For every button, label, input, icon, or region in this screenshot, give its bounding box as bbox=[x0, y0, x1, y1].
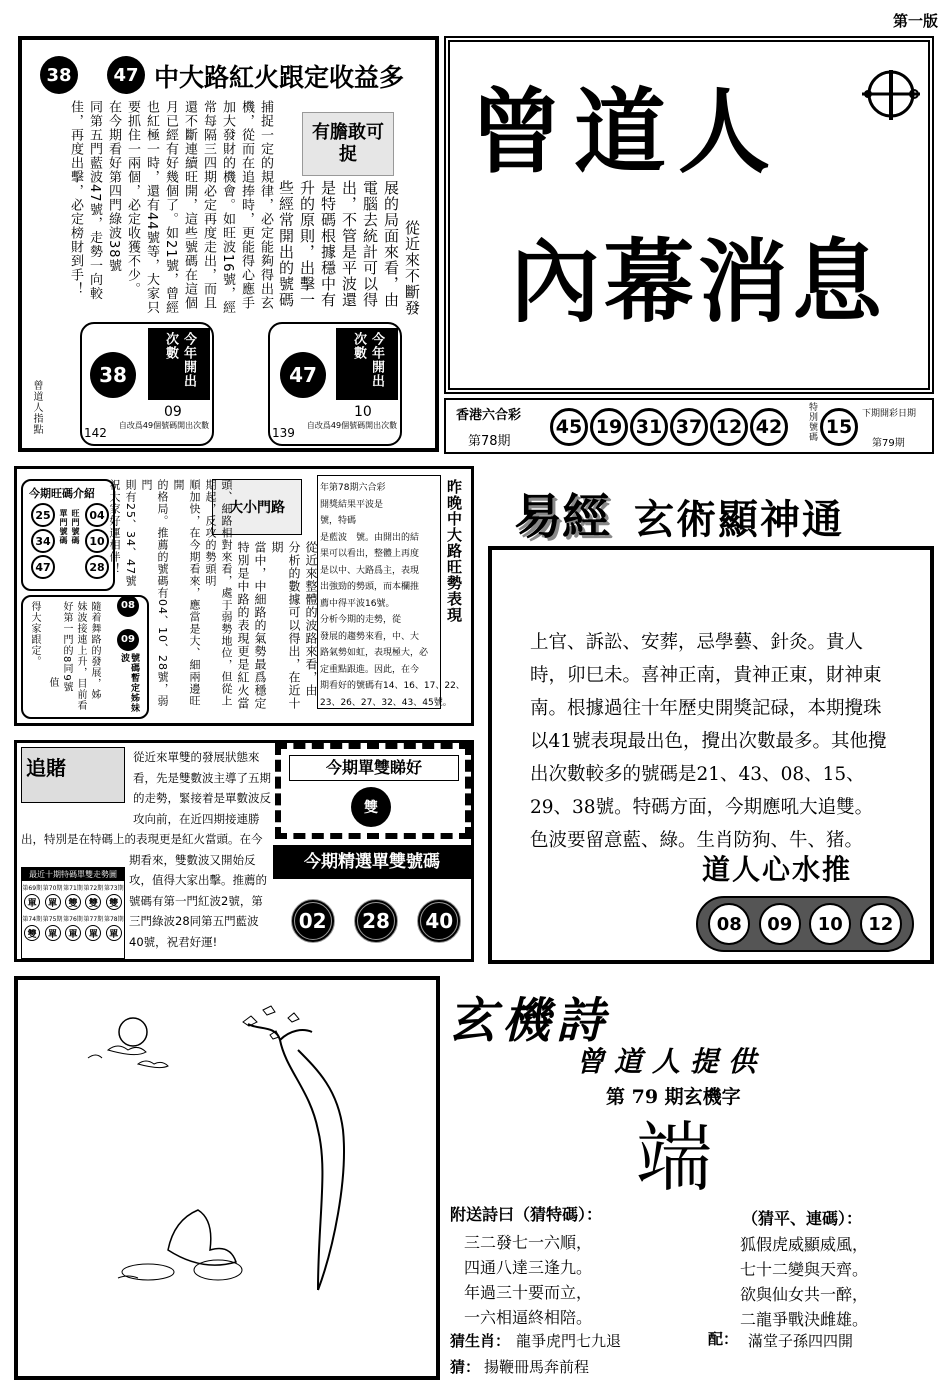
article-title: 中大路紅火跟定收益多 bbox=[154, 63, 405, 92]
stat-ball-47: 47 bbox=[280, 352, 326, 398]
trend-val: 單 bbox=[85, 925, 101, 941]
report-title: 昨晚中大路旺勢表現 bbox=[445, 479, 463, 623]
result-ball: 12 bbox=[710, 408, 748, 446]
good-ball: 雙 bbox=[351, 787, 391, 827]
intro-ball: 34 bbox=[31, 529, 55, 553]
yijing-balls bbox=[696, 896, 914, 952]
report-line: 發展的趨勢來看，中、大 bbox=[320, 631, 420, 642]
title-ball-47: 47 bbox=[107, 56, 145, 94]
col-16: 同第五門藍波47號，走勢一向較 bbox=[87, 100, 102, 301]
col-5: 升的原則，出擊一 bbox=[298, 180, 316, 308]
intro-ball: 28 bbox=[85, 555, 109, 579]
stat-total-47: 139 bbox=[272, 426, 295, 440]
poem-left-head: 附送詩曰（猜特碼）： bbox=[450, 1205, 603, 1224]
trend-box bbox=[21, 867, 125, 959]
yijing-ball: 08 bbox=[708, 903, 750, 945]
good-box bbox=[275, 743, 471, 839]
mid-left-article bbox=[14, 466, 474, 726]
yijing-box bbox=[488, 546, 934, 964]
yijing-body: 上官、訴訟、安葬，忌學藝、針灸。貴人時，卯巳未。喜神正南，貴神正東，財神東南。根據過往十年歷史開獎記碌，本期攪珠以41號表現最出色，攪出次數最多。其他攪出次數較多的號碼是21、43、08、15、29、38號。特碼方面，今期應吼大追雙。色波要留意藍、綠。生肖防狗、牛、猪。 bbox=[530, 632, 887, 851]
col-12: 月已經有好幾個了。如21號，曾經 bbox=[163, 100, 178, 315]
intro-ball: 47 bbox=[31, 555, 55, 579]
results-period: 第78期 bbox=[468, 434, 511, 449]
report-line: 是以中、大路爲主，表現 bbox=[320, 565, 420, 576]
stat-note-38: 自改爲49個號碼開出次數 bbox=[118, 421, 210, 430]
bet-float bbox=[21, 747, 133, 829]
trend-label: 第72期 bbox=[83, 885, 104, 892]
col-14: 要抓住一兩個，必定收獲不少。 bbox=[125, 100, 140, 296]
trend-label: 第74期 bbox=[22, 916, 43, 923]
poem-period: 第 79 期玄機字 bbox=[606, 1086, 741, 1108]
poem-provider: 曾道人提供 bbox=[576, 1045, 767, 1078]
special-label: 特別號碼 bbox=[807, 402, 817, 442]
intro-text-0: 得大家跟定。 bbox=[29, 601, 40, 667]
bet-badge: 追賭 bbox=[21, 747, 125, 803]
logo-icon bbox=[860, 66, 922, 122]
report-line: 出強勁的勢頭，而本欄推 bbox=[320, 582, 420, 592]
poem-left-line: 三二發七一六順， bbox=[464, 1233, 593, 1252]
trend-val: 雙 bbox=[106, 894, 122, 910]
stat-box-38 bbox=[80, 322, 214, 446]
trend-label: 第71期 bbox=[63, 885, 83, 892]
stat-count-47: 10 bbox=[354, 404, 372, 420]
bet-box bbox=[14, 740, 474, 962]
pick-title: 今期精選單雙號碼 bbox=[273, 845, 471, 879]
trend-val: 單 bbox=[106, 925, 122, 941]
trend-label: 第70期 bbox=[42, 885, 63, 892]
mid-col: 祝大家好運相伴！ bbox=[108, 479, 121, 575]
intro-ball: 25 bbox=[31, 503, 55, 527]
poem-right-line: 七十二變與天齊。 bbox=[740, 1260, 869, 1279]
ball-09: 09 bbox=[117, 629, 139, 651]
trend-label: 第69期 bbox=[22, 885, 43, 892]
trend-val: 單 bbox=[45, 925, 61, 941]
report-line: 薦中得平波16號。 bbox=[320, 598, 395, 609]
report-line: 是藍波 號。由開出的結 bbox=[320, 532, 420, 543]
mid-col: 當中，中細路的氣勢最爲穩定 bbox=[253, 541, 267, 710]
report-line: 開獎結果平波是 bbox=[320, 499, 384, 510]
result-ball: 45 bbox=[550, 408, 588, 446]
intro-box bbox=[21, 479, 115, 591]
mid-col: 分析的數據可以得出，在近十期 bbox=[270, 541, 301, 710]
col-6: 些經常開出的號碼 bbox=[277, 180, 295, 308]
trend-label: 第73期 bbox=[103, 885, 124, 892]
poem-right-lines bbox=[740, 1232, 868, 1332]
size-badge: 大小門路 bbox=[212, 479, 302, 535]
poem-title: 玄機詩 bbox=[448, 993, 611, 1049]
trend-val: 雙 bbox=[65, 894, 81, 910]
trend-label: 第78期 bbox=[103, 916, 124, 923]
banner-line2: 內幕消息 bbox=[510, 229, 886, 335]
result-ball: 31 bbox=[630, 408, 668, 446]
trend-val: 單 bbox=[24, 894, 40, 910]
report-line: 分析今期的走勢，從 bbox=[320, 615, 402, 625]
yijing-ball: 12 bbox=[860, 903, 902, 945]
stat-note-47: 自改爲49個號碼開出次數 bbox=[306, 421, 398, 430]
col-7: 捕捉一定的規律，必定能夠得出玄 bbox=[258, 100, 273, 310]
pick-ball: 40 bbox=[417, 899, 461, 943]
mid-col: 的格局。推薦的號碼有04、10、28號，弱門 bbox=[140, 479, 169, 707]
trend-val: 雙 bbox=[24, 925, 40, 941]
result-ball: 42 bbox=[750, 408, 788, 446]
col-4: 是特碼根據穩中有 bbox=[319, 180, 337, 308]
guess: 揚鞭冊馬奔前程 bbox=[484, 1358, 590, 1376]
intro-title: 今期旺碼介紹 bbox=[29, 487, 95, 500]
stat-count-38: 09 bbox=[164, 404, 182, 420]
shengxiao-label: 猜生肖： bbox=[450, 1332, 511, 1350]
mid-col: 則有25、34、47號 bbox=[124, 479, 137, 587]
results-numbers bbox=[550, 408, 788, 446]
poem-right-head: （猜平、連碼）： bbox=[742, 1209, 863, 1228]
special-ball: 15 bbox=[820, 408, 858, 446]
intro-tag2: 旺門號碼 bbox=[71, 509, 80, 545]
col-8: 機，從而在追捧時，更能得心應手 bbox=[239, 100, 254, 310]
stat-box-47 bbox=[268, 322, 402, 446]
stat-label-47: 今年開出次數 bbox=[336, 328, 398, 400]
poem-big-char: 端 bbox=[636, 1113, 712, 1202]
guess-label: 猜： bbox=[450, 1358, 481, 1376]
intro-text-2: 好第一門的8同9號 bbox=[61, 601, 72, 693]
poem-right-line: 二龍爭戰決雌雄。 bbox=[740, 1310, 869, 1329]
poem-right-line: 狐假虎威顯威風， bbox=[740, 1235, 869, 1254]
banner-line1: 曾道人 bbox=[470, 78, 783, 186]
top-left-article bbox=[18, 36, 439, 452]
yijing-ball: 09 bbox=[759, 903, 801, 945]
col-3: 出，不管是平波還 bbox=[340, 180, 358, 308]
poem-left-line: 年過三十要而立， bbox=[464, 1283, 593, 1302]
report-line: 23、26、27、32、43、45號。 bbox=[320, 697, 452, 708]
poem-image-box bbox=[14, 976, 440, 1380]
result-ball: 19 bbox=[590, 408, 628, 446]
report-line: 果可以看出，整體上再度 bbox=[320, 549, 420, 559]
pei: 滿堂子孫四四開 bbox=[748, 1332, 854, 1350]
bet-body: 從近來單雙的發展狀態來看，先是雙數波主導了五期的走勢，緊接着是單數波反攻向前，在近四期接連勝出，特別是在特碼上的表現更是紅火當頭。在今期看來，雙數波又開始反攻，值得大家出擊。推薦的號碼有第一門紅波2號，第三門綠波28同第五門藍波40號，祝君好運! bbox=[21, 750, 271, 949]
side-tag: 號碼暫定姊妹波 bbox=[119, 653, 139, 713]
trend-val: 單 bbox=[65, 925, 81, 941]
report-line: 定重點跟進。因此，在今 bbox=[320, 664, 420, 675]
yijing-title2: 玄術顯神通 bbox=[634, 497, 844, 543]
results-label: 香港六合彩 bbox=[456, 408, 522, 423]
report-line: 年第78期六合彩 bbox=[320, 483, 386, 493]
intro-ball: 10 bbox=[85, 529, 109, 553]
col-13: 也紅極一時，還有44號等，大家只 bbox=[144, 100, 159, 315]
trend-label: 第77期 bbox=[83, 916, 104, 923]
mid-col: 特別是中路的表現更是紅火當 bbox=[236, 541, 250, 710]
stat-ball-38: 38 bbox=[90, 352, 136, 398]
poem-left-line: 一六相逼終相陪。 bbox=[464, 1308, 593, 1327]
col-9: 加大發財的機會。如旺波16號，經 bbox=[220, 100, 235, 315]
col-1: 展的局面來看，由 bbox=[382, 180, 400, 308]
shengxiao: 龍爭虎門七九退 bbox=[516, 1332, 622, 1350]
intro-text-1: 值 bbox=[47, 677, 58, 688]
report-line: 號，特碼 bbox=[320, 516, 357, 526]
trend-label: 第76期 bbox=[63, 916, 83, 923]
report-line: 期看好的號碼有14、16、17、22、 bbox=[320, 681, 465, 691]
mid-col: 從近來整體的波路來看，由 bbox=[304, 541, 318, 697]
col-0: 從近來不斷發 bbox=[403, 220, 421, 316]
side-sign: 曾道人指點 bbox=[31, 380, 42, 435]
col-15: 在今期看好第四門綠波38號 bbox=[106, 100, 121, 273]
next-period: 第79期 bbox=[872, 438, 905, 449]
edition-label: 第一版 bbox=[892, 12, 938, 30]
col-2: 電腦去統計可以得 bbox=[361, 180, 379, 308]
results-bar bbox=[444, 398, 934, 454]
trend-val: 雙 bbox=[85, 894, 101, 910]
yijing-ball: 10 bbox=[809, 903, 851, 945]
intro-tag1: 單門號碼 bbox=[59, 509, 68, 545]
trend-val: 單 bbox=[45, 894, 61, 910]
yijing-sign: 道人心水推 bbox=[702, 853, 853, 886]
pick-balls bbox=[281, 899, 471, 943]
intro-ball: 04 bbox=[85, 503, 109, 527]
pick-ball: 28 bbox=[354, 899, 398, 943]
banner-box bbox=[444, 36, 934, 394]
next-label: 下期開彩日期 bbox=[862, 409, 917, 419]
mid-col: 順加快，在今期看來，應當是大、細兩邊旺開 bbox=[172, 479, 201, 707]
title-ball-38: 38 bbox=[40, 56, 78, 94]
courage-badge: 有膽敢可捉 bbox=[302, 112, 394, 176]
result-ball: 37 bbox=[670, 408, 708, 446]
good-title: 今期單雙睇好 bbox=[289, 755, 459, 781]
stat-total-38: 142 bbox=[84, 426, 107, 440]
poem-left-line: 四通八達三逢九。 bbox=[464, 1258, 593, 1277]
col-11: 還不斷連續旺開，這些號碼在這個 bbox=[182, 100, 197, 310]
trend-label: 第75期 bbox=[42, 916, 63, 923]
poem-left-lines bbox=[464, 1230, 592, 1330]
ball-08: 08 bbox=[117, 595, 139, 617]
report-line: 路氣勢如虹，表現極大，必 bbox=[320, 648, 429, 658]
col-10: 常每隔三四期必定再度走出，而且 bbox=[201, 100, 216, 310]
mid-col: 頭、細路相對來看，處于弱勢地位，但從上期起，反攻的勢頭明 bbox=[204, 479, 233, 707]
stat-label-38: 今年開出次數 bbox=[148, 328, 210, 400]
intro-text-4: 隨着舞路的發展，姊 bbox=[89, 601, 100, 700]
poem-right-line: 欲與仙女共一醉， bbox=[740, 1285, 869, 1304]
trend-title: 最近十期特碼單雙走勢圖 bbox=[22, 868, 124, 881]
pick-ball: 02 bbox=[291, 899, 335, 943]
yijing-title1: 易經 bbox=[514, 489, 611, 545]
tree-illustration bbox=[18, 980, 436, 1376]
intro-text-3: 妹波接連上升，目前看 bbox=[75, 601, 86, 711]
col-17: 佳，再度出擊，必定榜財到手！ bbox=[68, 100, 83, 296]
pei-label: 配： bbox=[708, 1330, 739, 1348]
